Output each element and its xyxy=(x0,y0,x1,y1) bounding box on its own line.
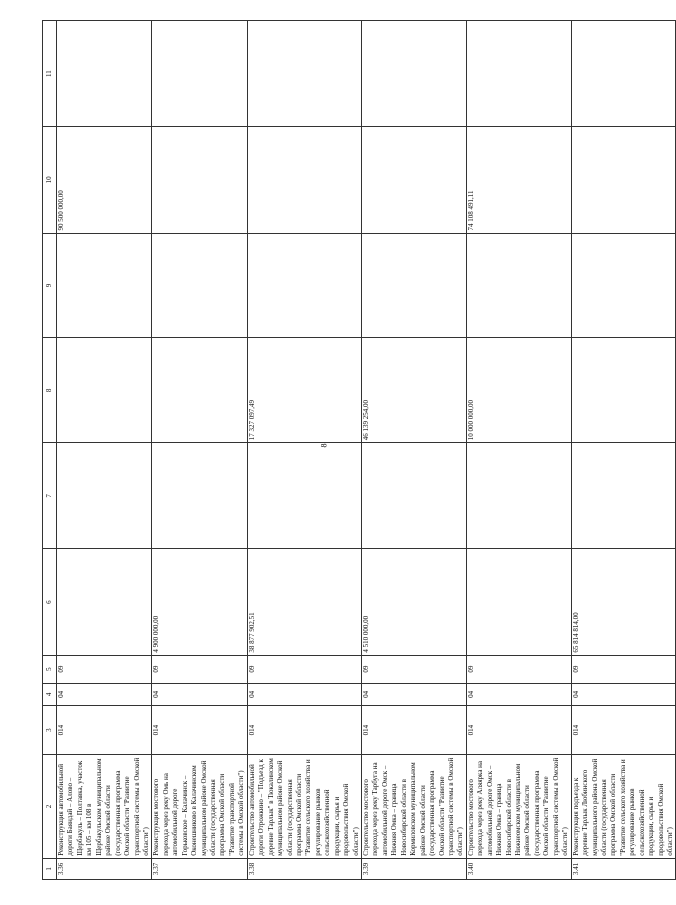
amount-col8: 10 000 000,00 xyxy=(466,338,571,443)
amount-col9 xyxy=(571,233,676,338)
table-row xyxy=(466,21,571,880)
table-row xyxy=(247,21,361,880)
rotated-table-container xyxy=(42,20,674,880)
amount-col6 xyxy=(57,549,152,655)
section-cell: 04 xyxy=(466,683,571,706)
object-name: Строительство мостового перехода через реку Аляярка на автомобильной дороге Омск – Нижняя Омка – граница Новосибирской области в Нижнеомском муниципальном районе Омской области (государственная программа Омской области "Развитие транспортной системы в Омской области") xyxy=(466,755,571,859)
subsection-cell: 09 xyxy=(571,655,676,683)
col-header-5: 5 xyxy=(43,655,57,683)
section-cell: 04 xyxy=(362,683,467,706)
subsection-cell: 09 xyxy=(362,655,467,683)
code-cell: 014 xyxy=(152,706,247,755)
col-header-3: 3 xyxy=(43,706,57,755)
col-header-11: 11 xyxy=(43,21,57,127)
amount-col11 xyxy=(57,21,152,127)
amount-col9 xyxy=(57,233,152,338)
code-cell: 014 xyxy=(571,706,676,755)
amount-col10: 74 108 491,11 xyxy=(466,127,571,233)
amount-col7 xyxy=(466,443,571,549)
object-name: Строительство мостового перехода через реку Тарбуга на автомобильной дороге Омск – Нижняя Омка – граница Новосибирской области в Кормиловском муниципальном районе Омской области (государственная программа Омской области "Развитие транспортной системы в Омской области") xyxy=(362,755,467,859)
row-number: 3.38 xyxy=(247,858,361,879)
amount-col8 xyxy=(57,338,152,443)
code-cell: 014 xyxy=(247,706,361,755)
subsection-cell: 09 xyxy=(466,655,571,683)
amount-col11 xyxy=(571,21,676,127)
col-header-4: 4 xyxy=(43,683,57,706)
table-row xyxy=(152,21,247,880)
amount-col11 xyxy=(152,21,247,127)
amount-col6: 65 814 814,00 xyxy=(571,549,676,655)
amount-col6: 4 510 000,00 xyxy=(362,549,467,655)
amount-col6: 38 877 902,51 xyxy=(247,549,361,655)
object-name: Строительство автомобильной дороги Отрожкино – "Подъезд к деревне Тарлык" в Тюкалинском муниципальном районе Омской области (государственная программа Омской области "Развитие сельского хозяйства и регулирование рынков сельскохозяйственной продукции, сырья и продовольствия Омской области") xyxy=(247,755,361,859)
amount-col11 xyxy=(362,21,467,127)
row-number: 3.37 xyxy=(152,858,247,879)
amount-col7 xyxy=(247,443,361,549)
row-number: 3.41 xyxy=(571,858,676,879)
amount-col10 xyxy=(247,127,361,233)
amount-col10 xyxy=(571,127,676,233)
subsection-cell: 09 xyxy=(57,655,152,683)
amount-col7 xyxy=(57,443,152,549)
amount-col9 xyxy=(466,233,571,338)
amount-col6: 4 900 000,00 xyxy=(152,549,247,655)
amount-col7 xyxy=(571,443,676,549)
amount-col9 xyxy=(152,233,247,338)
table-row xyxy=(571,21,676,880)
page-number: 8 xyxy=(319,443,329,448)
amount-col11 xyxy=(247,21,361,127)
section-cell: 04 xyxy=(152,683,247,706)
col-header-8: 8 xyxy=(43,338,57,443)
row-number: 3.36 xyxy=(57,858,152,879)
table-row xyxy=(362,21,467,880)
amount-col7 xyxy=(152,443,247,549)
col-header-1: 1 xyxy=(43,858,57,879)
object-name: Реконструкция автомобильной дороги Баяндай – Алово – Щербакуль – Полтавка, участок км 105 – км 108 в Щербакульском муниципальном районе Омской области (государственная программа Омской области "Развитие транспортной системы в Омской области") xyxy=(57,755,152,859)
object-name: Реконструкция подъезда к деревне Тарлык Любинского муниципального района Омской области (государственная программа Омской области "Развитие сельского хозяйства и регулирование рынков сельскохозяйственной продукции, сырья и продовольствия Омской области") xyxy=(571,755,676,859)
col-header-2: 2 xyxy=(43,755,57,859)
amount-col10 xyxy=(152,127,247,233)
subsection-cell: 09 xyxy=(247,655,361,683)
col-header-10: 10 xyxy=(43,127,57,233)
object-name: Реконструкция мостового перехода через реку Омь на автомобильной дороге Горьковское – Калачинск – Оконешниково в Калачинском муниципальном районе Омской области (государственная программа Омской области "Развитие транспортной системы в Омской области") xyxy=(152,755,247,859)
amount-col8 xyxy=(571,338,676,443)
amount-col9 xyxy=(362,233,467,338)
amount-col10 xyxy=(362,127,467,233)
subsection-cell: 09 xyxy=(152,655,247,683)
section-cell: 04 xyxy=(247,683,361,706)
header-row xyxy=(43,21,57,880)
amount-col9 xyxy=(247,233,361,338)
amount-col7 xyxy=(362,443,467,549)
section-cell: 04 xyxy=(57,683,152,706)
budget-table xyxy=(42,20,676,880)
amount-col6 xyxy=(466,549,571,655)
code-cell: 014 xyxy=(466,706,571,755)
amount-col8: 46 139 254,00 xyxy=(362,338,467,443)
row-number: 3.40 xyxy=(466,858,571,879)
col-header-6: 6 xyxy=(43,549,57,655)
amount-col11 xyxy=(466,21,571,127)
amount-col8 xyxy=(152,338,247,443)
amount-col10: 90 500 000,00 xyxy=(57,127,152,233)
col-header-9: 9 xyxy=(43,233,57,338)
code-cell: 014 xyxy=(362,706,467,755)
section-cell: 04 xyxy=(571,683,676,706)
row-number: 3.39 xyxy=(362,858,467,879)
table-row xyxy=(57,21,152,880)
amount-col8: 17 327 097,49 xyxy=(247,338,361,443)
col-header-7: 7 xyxy=(43,443,57,549)
code-cell: 014 xyxy=(57,706,152,755)
